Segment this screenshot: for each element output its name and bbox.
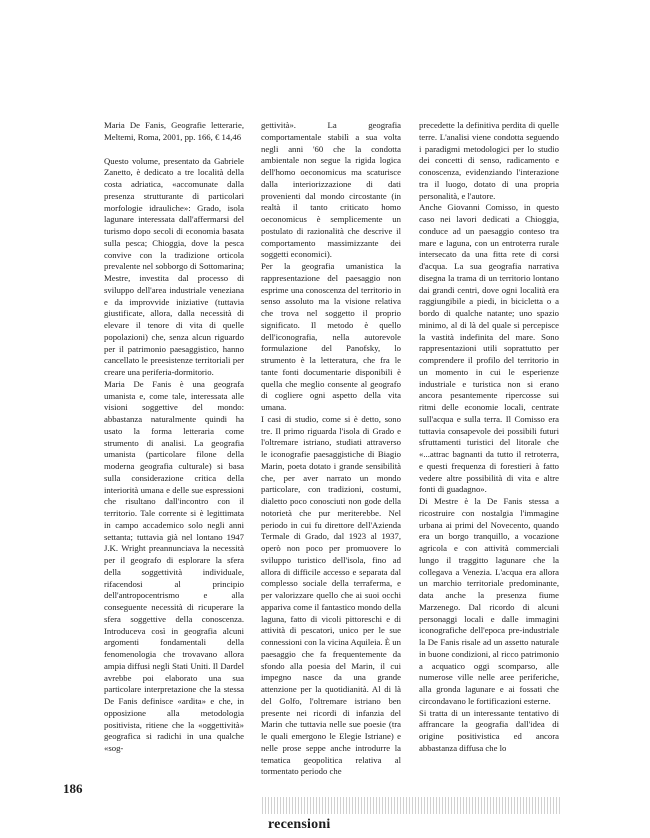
paragraph: Anche Giovanni Comisso, in questo caso nei lavori dedicati a Chioggia, conduce ad un paesaggio conteso tra mare e laguna, con un entroterra rurale intersecato da una fitta rete di corsi d'acqua. La sua geografia narrativa disegna la trama di un territorio lontano dai grandi centri, dove ogni località era raggiungibile a piedi, in bicicletta o a bordo di qualche natante; uno spazio minimo, al di là del quale si percepisce la vastità indefinita del mare. Sono rappresentazioni utili soprattutto per comprendere il profilo del territorio in un momento in cui le esperienze industriale e turistica non si erano ancora pesantemente ripercosse sui ritmi delle economie locali, centrate sull'acqua e sulla terra. Il Comisso era tuttavia consapevole dei possibili futuri sfruttamenti turistici del litorale che «...attrac bagnanti da tutto il retroterra, e questi frequenza di forestieri à fatto vedere altre possibilità di vita e altre fonti di guadagno». [419, 202, 559, 495]
paragraph: Si tratta di un interessante tentativo di affrancare la geografia dall'idea di origine positivistica ed ancora abbastanza diffusa che lo [419, 707, 559, 753]
paragraph: Maria De Fanis è una geografa umanista e, come tale, interessata alle visioni soggettive del mondo: abbastanza naturalmente quindi ha usato la forma letteraria come strumento di analisi. La geografia umanista (particolare filone della moderna geografia culturale) si basa sulla considerazione critica della interiorità umana e delle sue espressioni che risultano dall'incontro con il territorio. Tale corrente si è legittimata in campo accademico solo negli anni settanta; tuttavia già nel lontano 1947 J.K. Wright preannunciava la necessità per il geografo di esplorare la sfera della soggettività individuale, rifacendosi al principio dell'antropocentrismo e alla conseguente necessità di ricuperare la sfera soggettive della conoscenza. Introduceva così in geografia alcuni argomenti fondamentali della fenomenologia che trovavano allora ampia diffusi negli Stati Uniti. Il Dardel avrebbe poi elaborato una sua particolare interpretazione che la stessa De Fanis definisce «ardita» e che, in opposizione alla metodologia positivista, ritiene che la «oggettività» geografica si radichi in una qualche «sog- [104, 378, 244, 753]
spacer [104, 144, 244, 156]
paragraph: Per la geografia umanistica la rappresentazione del paesaggio non esprime una conoscenza del territorio in senso assoluto ma la visione relativa che trova nel soggetto il proprio significato. Il metodo è quello dell'iconografia, nella autorevole formulazione del Panofsky, lo strumento è la letteratura, che fra le tante fonti documentarie disponibili è quella che meglio consente al geografo di cogliere ogni aspetto della vita umana. [261, 261, 401, 412]
paragraph: gettività». La geografia comportamentale stabilì a sua volta negli anni '60 che la condotta ambientale non segue la rigida logica dell'homo oeconomicus ma scaturisce dalla interiorizzazione di dati provenienti dal mondo circostante (in realtà il tanto criticato homo oeconomicus è semplicemente un postulato di razionalità che descrive il comportamento massimizzante dei soggetti economici). [261, 120, 401, 260]
paragraph: I casi di studio, come si è detto, sono tre. Il primo riguarda l'isola di Grado e l'oltremare istriano, studiati attraverso le iconografie paesaggistiche di Biagio Marin, poeta dotato i grande sensibilità che, per aver narrato un mondo particolare, con tradizioni, costumi, dialetto poco conosciuti non gode della notorietà che pur meriterebbe. Nel periodo in cui fu direttore dell'Azienda Termale di Grado, dal 1923 al 1937, operò non poco per promuovere lo sviluppo turistico dell'isola, fino ad allora di difficile accesso e separata dal complesso sociale della terraferma, e per valorizzare quello che ai suoi occhi appariva come il fantastico mondo della laguna, fatto di vicoli pittoreschi e di attività di pescatori, unico per le sue connessioni con la vicina Aquileia. È un paesaggio che fa frequentemente da sfondo alla poesia del Marin, il cui impegno nasce da una grande attenzione per la quotidianità. Al di là del Golfo, l'oltremare istriano ben presente nei ricordi di infanzia del Marin che tuttavia nelle sue poesie (tra le quali emergono le Elegie Istriane) e nelle prose seppe anche introdurre la tematica geopolitica relativa al tormentato periodo che [261, 413, 401, 777]
section-label: recensioni [268, 817, 331, 832]
paragraph: Questo volume, presentato da Gabriele Zanetto, è dedicato a tre località della costa adriatica, «accomunate dalla presenza strutturante di particolari morfologie idrauliche»: Grado, isola lagunare interessata dall'affermarsi del turismo dopo secoli di economia basata sulla pesca; Chioggia, dove la pesca convive con la tradizione orticola prevalente nel sobborgo di Sottomarina; Mestre, investita dal processo di sviluppo dell'area industriale veneziana e da improvvide iniziative (tuttavia giustificate, allora, dalla necessità di elevare il tenore di vita di quelle popolazioni) che, senza alcun riguardo per il patrimonio paesaggistico, hanno cancellato le preesistenze territoriali per creare una periferia-dormitorio. [104, 155, 244, 377]
text-column-3 [419, 120, 559, 755]
text-column-1 [104, 120, 244, 755]
page-number: 186 [63, 781, 83, 796]
review-heading: Maria De Fanis, Geografie letterarie, Meltemi, Roma, 2001, pp. 166, € 14,46 [104, 120, 244, 142]
footer-pattern-band [262, 797, 562, 814]
paragraph: Di Mestre è la De Fanis stessa a ricostruire con nostalgia l'immagine urbana ai primi del Novecento, quando era un borgo tranquillo, a vocazione agricola e con attività commerciali lungo il traggitto lagunare che la collegava a Venezia. L'acqua era allora un marchio territoriale predominante, data anche la presenza fiume Marzenego. Dal ricordo di alcuni personaggi locali e dalle immagini iconografiche dell'epoca pre-industriale la De Fanis risale ad un assetto naturale in buone condizioni, al ricco patrimonio a acquatico oggi scomparso, alle numerose ville nelle aree periferiche, alla gronda lagunare e ai fossati che circondavano le fortificazioni esterne. [419, 496, 559, 706]
text-column-2 [261, 120, 401, 778]
paragraph: precedette la definitiva perdita di quelle terre. L'analisi viene condotta seguendo i paradigmi metodologici per lo studio dei concetti di senso, radicamento e conoscenza, evidenziando l'interazione tra il luogo, dotato di una propria personalità, e l'autore. [419, 120, 559, 201]
